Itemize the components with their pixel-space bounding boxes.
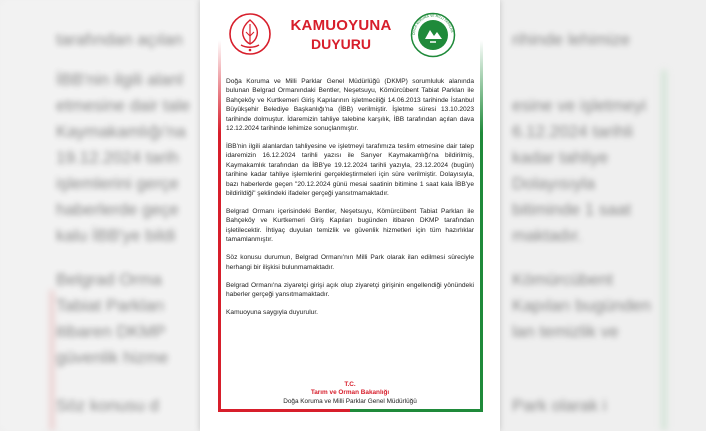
paragraph: Belgrad Ormanı içerisindeki Bentler, Neşetsuyu, Kömürcübent Tabiat Parkları ile Bahçeköy ve Kurtkemeri Giriş Kapıları bugünden itibaren DKMP tarafından işletilecektir. İhtiyaç duyulan temizlik ve güvenlik hizmetleri için tüm hazırlıklar tamamlanmıştır. <box>226 208 474 244</box>
background-text-line: İBB'nin ilgili alanl <box>56 70 184 89</box>
background-text-line: Kapıları bugünden <box>512 296 651 315</box>
green-bottom-line <box>350 409 483 412</box>
dkmp-logo <box>410 12 456 58</box>
background-text-line: itibaren DKMP <box>56 322 166 341</box>
background-text-line: işlemlerini gerçe <box>56 174 179 193</box>
background-text-line: rihinde lehimize <box>512 30 631 49</box>
red-frame-line <box>218 40 221 412</box>
background-text-line: Belgrad Orma <box>56 270 162 289</box>
background-green-bar <box>662 70 666 431</box>
background-text-line: etmesine dair tale <box>56 96 191 115</box>
background-text-line: güvenlik hizme <box>56 348 169 367</box>
dkmp-logo-ring-text: DOĞA KORUMA VE MİLLİ PARKLAR <box>411 13 455 36</box>
paragraph: Kamuoyuna saygıyla duyurulur. <box>226 309 318 317</box>
signature-block <box>226 381 474 406</box>
background-text-line: Tabiat Parkları <box>56 296 165 315</box>
background-text-line: maktadır. <box>512 226 582 245</box>
green-frame-line <box>480 40 483 412</box>
paragraph: Belgrad Ormanı'na ziyaretçi girişi açık olup ziyaretçi girişinin engellendiği yönündeki haberler gerçeği yansıtmamaktadır. <box>226 281 474 299</box>
announcement-card <box>200 0 500 431</box>
headline-line-2: DUYURU <box>311 36 371 52</box>
background-text-line: 6.12.2024 tarihli <box>512 122 633 141</box>
background-text-line: lan temizlik ve <box>512 322 619 341</box>
background-text-line: bitiminde 1 saat <box>512 200 632 219</box>
background-text-line: Park olarak i <box>512 396 607 415</box>
signature-ministry: Tarım ve Orman Bakanlığı <box>310 389 390 397</box>
background-text-line: 19.12.2024 tarih <box>56 148 179 167</box>
signature-department: Doğa Koruma ve Milli Parklar Genel Müdürlüğü <box>283 397 417 405</box>
background-text-line: Dolayısıyla <box>512 174 596 193</box>
background-text-line: haberlerde geçe <box>56 200 179 219</box>
paragraph: İBB'nin ilgili alanlardan tahliyesine ve işletmeyi tarafımıza teslim etmesine dair talep idaremizin 16.12.2024 tarihli yazısı ile Sarıyer Kaymakamlığı'na bildirilmiş, Kaymakamlık tarafından da İBB'ye 19.12.2024 tarihli yazıyla, 23.12.2024 (bugün) tarihine kadar tahliye işlemlerini gerçekleştirmeleri için süre verilmiştir. Dolayısıyla, bazı haberlerde geçen "20.12.2024 günü mesai saatinin bitimine 1 saat kala İBB'ye bildirildiği" şeklindeki ifadeler gerçeği yansıtmamaktadır. <box>226 143 474 198</box>
background-red-bar <box>50 290 54 431</box>
paragraph: Doğa Koruma ve Milli Parklar Genel Müdürlüğü (DKMP) sorumluluk alanında bulunan Belgrad Ormanındaki Bentler, Neşetsuyu, Kömürcübent Tabiat Parkları ile Bahçeköy ve Kurtkemeri Giriş Kapılarının işletmeciliği 14.06.2013 tarihinde İstanbul Büyükşehir Belediye Başkanlığı'na (İBB) verilmiştir. İşletme süresi 13.10.2023 tarihinde dolmuştur. İdaremizin tahliye talebine karşılık, İBB tarafından açılan dava 12.12.2024 tarihinde lehimize sonuçlanmıştır. <box>226 78 474 133</box>
background-text-line: esine ve işletmeyi <box>512 96 647 115</box>
background-text-line: Kömürcübent <box>512 270 614 289</box>
background-text-line: Kaymakamlığı'na <box>56 122 186 141</box>
ministry-logo <box>228 12 272 56</box>
headline-line-1: KAMUOYUNA <box>290 17 392 34</box>
headline <box>274 17 408 53</box>
paragraph: Söz konusu durumun, Belgrad Ormanı'nın Milli Park olarak ilan edilmesi süreciyle herhangi bir ilişkisi bulunmamaktadır. <box>226 254 474 271</box>
announcement-body <box>226 77 474 326</box>
background-text-line: tarafından açılan <box>56 30 183 49</box>
red-bottom-line <box>218 409 350 412</box>
background-text-line: kadar tahliye <box>512 148 609 167</box>
background-text-line: kalu İBB'ye bildi <box>56 226 176 245</box>
signature-tc: T.C. <box>344 381 356 388</box>
background-text-line: Söz konusu d <box>56 396 160 415</box>
